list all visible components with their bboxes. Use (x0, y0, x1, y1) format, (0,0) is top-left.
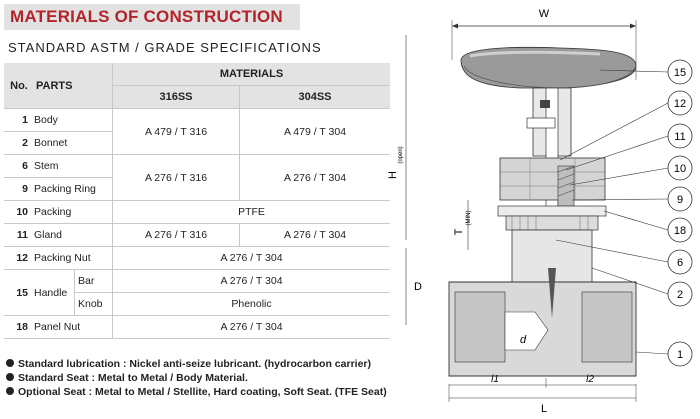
handle-bar (527, 118, 555, 128)
dim-l2-label: l2 (586, 374, 594, 385)
bullet-icon (6, 359, 14, 367)
row-no: 18 (4, 316, 34, 339)
svg-text:9: 9 (676, 194, 684, 206)
row-subpart: Bar (75, 270, 113, 293)
cell-304: A 479 / T 304 (240, 109, 391, 155)
set-screw (540, 100, 550, 108)
row-part: Packing Ring (34, 178, 113, 201)
note-item (6, 357, 387, 371)
row-no: 2 (4, 132, 34, 155)
table-row (4, 155, 390, 178)
dim-w-label: W (538, 8, 550, 20)
callout-12 (560, 91, 692, 160)
table-row (4, 224, 390, 247)
callout-1 (636, 342, 692, 366)
note-item (6, 385, 387, 399)
row-no: 11 (4, 224, 34, 247)
cell-304: A 276 / T 304 (240, 155, 391, 201)
svg-text:15: 15 (673, 67, 687, 79)
row-no: 10 (4, 201, 34, 224)
cell-316: A 479 / T 316 (113, 109, 240, 155)
cell-both: Phenolic (113, 293, 391, 316)
svg-text:2: 2 (676, 289, 684, 301)
table-row (4, 270, 390, 293)
cell-both: PTFE (113, 201, 391, 224)
notes-list (6, 357, 387, 399)
row-subpart: Knob (75, 293, 113, 316)
svg-text:10: 10 (673, 163, 687, 175)
dim-t-note: (MIN) (466, 210, 472, 226)
svg-text:11: 11 (674, 131, 686, 143)
svg-text:1: 1 (676, 349, 684, 361)
materials-table (4, 63, 390, 339)
cell-316: A 276 / T 316 (113, 224, 240, 247)
svg-text:6: 6 (676, 257, 684, 269)
table-row (4, 201, 390, 224)
valve-drawing (387, 0, 700, 419)
dim-l-label: L (540, 403, 548, 415)
header-parts: PARTS (34, 63, 113, 109)
bullet-icon (6, 387, 14, 395)
row-no: 12 (4, 247, 34, 270)
row-part: Gland (34, 224, 113, 247)
dim-w-arrow-left (452, 24, 458, 29)
note-text: Standard Seat : Metal to Metal / Body Material. (18, 372, 248, 384)
dim-h-note: (open) (398, 146, 404, 164)
panel-nut (498, 206, 606, 216)
row-no: 6 (4, 155, 34, 178)
callout-18 (604, 211, 692, 242)
cell-304: A 276 / T 304 (240, 224, 391, 247)
header-materials: MATERIALS (113, 63, 391, 86)
row-part: Stem (34, 155, 113, 178)
outlet-port (582, 292, 632, 362)
note-text: Optional Seat : Metal to Metal / Stellite, Hard coating, Soft Seat. (TFE Seat) (18, 386, 387, 398)
table-row (4, 109, 390, 132)
note-item (6, 371, 387, 385)
section-subtitle: STANDARD ASTM / GRADE SPECIFICATIONS (8, 40, 322, 55)
row-part: Bonnet (34, 132, 113, 155)
header-304ss: 304SS (240, 86, 391, 109)
packing (558, 166, 574, 206)
dim-t-label: T (453, 228, 465, 236)
svg-text:12: 12 (673, 98, 687, 110)
header-no: No. (4, 63, 34, 109)
note-text: Standard lubrication : Nickel anti-seize lubricant. (hydrocarbon carrier) (18, 358, 371, 370)
row-no: 1 (4, 109, 34, 132)
row-part: Handle (34, 270, 75, 316)
dim-w-arrow-right (630, 24, 636, 29)
cell-both: A 276 / T 304 (113, 247, 391, 270)
table-row (4, 247, 390, 270)
row-part: Packing Nut (34, 247, 113, 270)
section-title: MATERIALS OF CONSTRUCTION (10, 7, 283, 26)
dim-l1-label: l1 (491, 374, 499, 385)
bullet-icon (6, 373, 14, 381)
dim-h-label: H (387, 171, 399, 179)
row-part: Packing (34, 201, 113, 224)
table-header-row (4, 63, 390, 86)
cell-both: A 276 / T 304 (113, 270, 391, 293)
table-row (4, 316, 390, 339)
header-316ss: 316SS (113, 86, 240, 109)
section-title-bar (4, 4, 300, 30)
packing-nut (500, 158, 605, 200)
dim-d-small: d (520, 334, 527, 346)
row-no: 9 (4, 178, 34, 201)
row-part: Body (34, 109, 113, 132)
row-no: 15 (4, 270, 34, 316)
dim-d-label: D (414, 281, 422, 293)
svg-text:18: 18 (673, 225, 687, 237)
cell-316: A 276 / T 316 (113, 155, 240, 201)
row-part: Panel Nut (34, 316, 113, 339)
cell-both: A 276 / T 304 (113, 316, 391, 339)
inlet-port (455, 292, 505, 362)
